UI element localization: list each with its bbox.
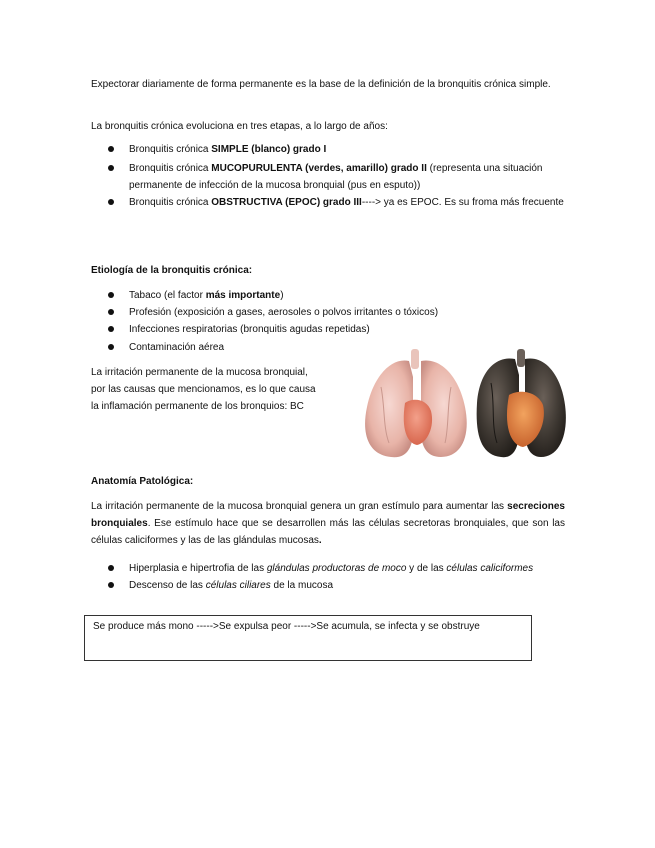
- process-box: [84, 615, 532, 661]
- bullet: [108, 292, 114, 298]
- anatomy-item: Hiperplasia e hipertrofia de las glándulas productoras de moco y de las células caliciformes: [129, 563, 534, 574]
- lungs-image: [361, 347, 567, 461]
- irritation-line: La irritación permanente de la mucosa bronquial,: [91, 367, 308, 378]
- stage-item-3: Bronquitis crónica OBSTRUCTIVA (EPOC) grado III----> ya es EPOC. Es su froma más frecuente: [129, 197, 564, 208]
- stage-item-2: Bronquitis crónica MUCOPURULENTA (verdes, amarillo) grado II (representa una situación permanente de infección de la mucosa bronquial (pus en esputo)): [129, 163, 543, 191]
- anatomy-item: Descenso de las células ciliares de la mucosa: [129, 580, 334, 591]
- etiology-item: Contaminación aérea: [129, 342, 225, 353]
- bullet: [108, 146, 114, 152]
- intro-paragraph: Expectorar diariamente de forma permanente es la base de la definición de la bronquitis crónica simple.: [91, 79, 551, 90]
- anatomy-heading: Anatomía Patológica:: [91, 476, 194, 487]
- stage-item-1: Bronquitis crónica SIMPLE (blanco) grado I: [129, 144, 327, 155]
- etiology-item: Tabaco (el factor más importante): [129, 290, 284, 301]
- stages-intro: La bronquitis crónica evoluciona en tres etapas, a lo largo de años:: [91, 121, 388, 132]
- bullet: [108, 582, 114, 588]
- process-text: Se produce más mono ----->Se expulsa peor ----->Se acumula, se infecta y se obstruye: [93, 621, 480, 632]
- bullet: [108, 309, 114, 315]
- bullet: [108, 326, 114, 332]
- bullet: [108, 344, 114, 350]
- smoker-lungs: [477, 349, 566, 457]
- etiology-item: Infecciones respiratorias (bronquitis agudas repetidas): [129, 324, 370, 335]
- etiology-heading: Etiología de la bronquitis crónica:: [91, 265, 253, 276]
- anatomy-paragraph: La irritación permanente de la mucosa bronquial genera un gran estímulo para aumentar las secreciones bronquiales. Ese estímulo hace que se desarrollen más las células secretoras bronquiales, que son las células caliciformes y las de las glándulas mucosas.: [91, 501, 565, 546]
- irritation-line: por las causas que mencionamos, es lo que causa: [91, 384, 316, 395]
- bullet: [108, 165, 114, 171]
- bullet: [108, 199, 114, 205]
- bullet: [108, 565, 114, 571]
- healthy-lungs: [365, 349, 467, 457]
- irritation-line: la inflamación permanente de los bronquios: BC: [91, 401, 304, 412]
- etiology-item: Profesión (exposición a gases, aerosoles o polvos irritantes o tóxicos): [129, 307, 439, 318]
